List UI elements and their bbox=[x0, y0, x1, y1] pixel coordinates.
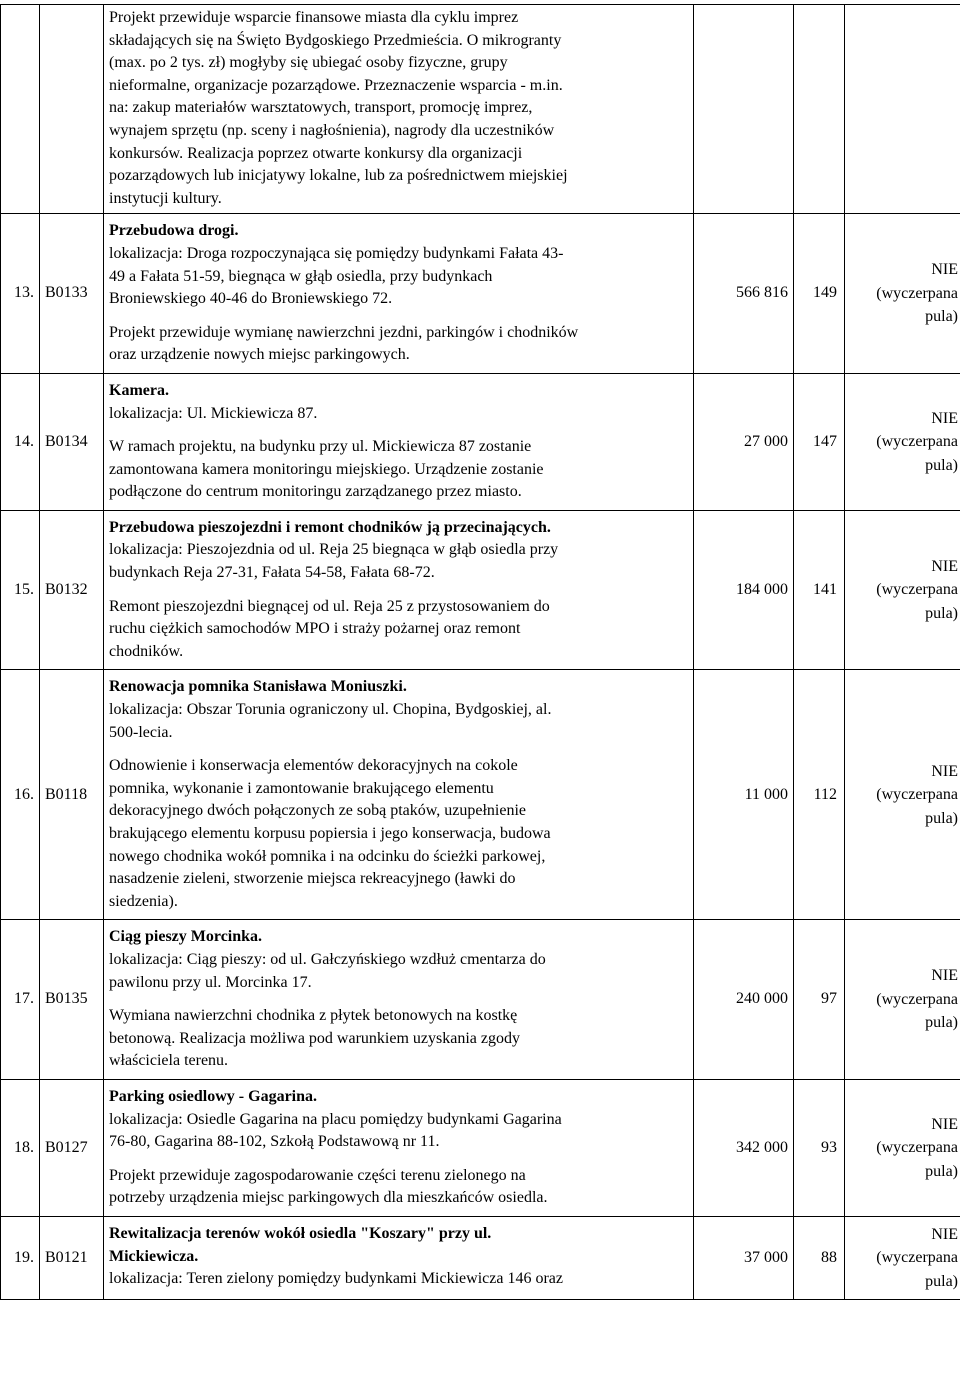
project-location: lokalizacja: Droga rozpoczynająca się pomiędzy budynkami Fałata 43- 49 a Fałata 51-59, biegnąca w głąb osiedla, przy budynkach Broniewskiego 40-46 do Broniewskiego 72. bbox=[109, 244, 564, 308]
project-votes: 149 bbox=[794, 214, 845, 374]
table-row bbox=[1, 214, 960, 374]
project-id: B0121 bbox=[40, 1216, 104, 1299]
project-result: NIE (wyczerpana pula) bbox=[845, 510, 960, 670]
project-votes: 97 bbox=[794, 920, 845, 1080]
project-votes: 112 bbox=[794, 670, 845, 920]
row-number bbox=[1, 5, 40, 214]
project-votes: 147 bbox=[794, 373, 845, 510]
row-number: 18. bbox=[1, 1079, 40, 1216]
project-cost: 11 000 bbox=[694, 670, 794, 920]
row-number: 19. bbox=[1, 1216, 40, 1299]
project-title: Parking osiedlowy - Gagarina. bbox=[109, 1087, 318, 1105]
project-title: Rewitalizacja terenów wokół osiedla "Koszary" przy ul. Mickiewicza. bbox=[109, 1224, 492, 1265]
project-votes: 141 bbox=[794, 510, 845, 670]
project-cost: 184 000 bbox=[694, 510, 794, 670]
spacer bbox=[109, 994, 687, 1005]
row-number: 14. bbox=[1, 373, 40, 510]
project-location: lokalizacja: Ciąg pieszy: od ul. Gałczyńskiego wzdłuż cmentarza do pawilonu przy ul. Morcinka 17. bbox=[109, 950, 546, 991]
project-id bbox=[40, 5, 104, 214]
spacer bbox=[109, 585, 687, 596]
table-row bbox=[1, 510, 960, 670]
spacer bbox=[109, 1154, 687, 1165]
project-id: B0132 bbox=[40, 510, 104, 670]
project-description-cell bbox=[104, 920, 694, 1080]
project-location: lokalizacja: Ul. Mickiewicza 87. bbox=[109, 404, 318, 422]
project-cost: 27 000 bbox=[694, 373, 794, 510]
project-votes bbox=[794, 5, 845, 214]
project-location: lokalizacja: Obszar Torunia ograniczony ul. Chopina, Bydgoskiej, al. 500-lecia. bbox=[109, 701, 552, 741]
table-row bbox=[1, 5, 960, 214]
project-result: NIE (wyczerpana pula) bbox=[845, 1216, 960, 1299]
project-votes: 88 bbox=[794, 1216, 845, 1299]
project-title: Ciąg pieszy Morcinka. bbox=[109, 928, 263, 946]
project-cost: 240 000 bbox=[694, 920, 794, 1080]
project-id: B0133 bbox=[40, 214, 104, 374]
project-location: lokalizacja: Pieszojezdnia od ul. Reja 25 biegnąca w głąb osiedla przy budynkach Reja 27-31, Fałata 54-58, Fałata 68-72. bbox=[109, 541, 559, 582]
project-result: NIE (wyczerpana pula) bbox=[845, 1079, 960, 1216]
project-description: Odnowienie i konserwacja elementów dekoracyjnych na cokole pomnika, wykonanie i zamontowanie brakującego elementu dekoracyjnego dwóch połączonych ze sobą ptaków, uzupełnienie brakującego elementu korpusu popiersia i jego konserwacja, budowa nowego chodnika wokół pomnika i na odcinku do ścieżki parkowej, nasadzenie zieleni, stworzenie miejsca rekreacyjnego (ławki do siedzenia). bbox=[109, 757, 551, 910]
project-description: Projekt przewiduje wymianę nawierzchni jezdni, parkingów i chodników oraz urządzenie nowych miejsc parkingowych. bbox=[109, 323, 579, 364]
project-id: B0134 bbox=[40, 373, 104, 510]
project-description-cell bbox=[104, 373, 694, 510]
project-title: Renowacja pomnika Stanisława Moniuszki. bbox=[109, 678, 407, 696]
project-cost: 342 000 bbox=[694, 1079, 794, 1216]
project-result bbox=[845, 5, 960, 214]
table-row bbox=[1, 373, 960, 510]
project-result: NIE (wyczerpana pula) bbox=[845, 214, 960, 374]
project-description-cell bbox=[104, 5, 694, 214]
spacer bbox=[109, 744, 687, 755]
project-id: B0135 bbox=[40, 920, 104, 1080]
row-number: 15. bbox=[1, 510, 40, 670]
row-number: 17. bbox=[1, 920, 40, 1080]
project-description: Remont pieszojezdni biegnącej od ul. Reja 25 z przystosowaniem do ruchu ciężkich samochodów MPO i straży pożarnej oraz remont chodników. bbox=[109, 597, 550, 660]
project-location: lokalizacja: Osiedle Gagarina na placu pomiędzy budynkami Gagarina 76-80, Gagarina 88-102, Szkołą Podstawową nr 11. bbox=[109, 1110, 562, 1151]
projects-table bbox=[0, 4, 960, 1300]
project-description: W ramach projektu, na budynku przy ul. Mickiewicza 87 zostanie zamontowana kamera monitoringu miejskiego. Urządzenie zostanie podłączone do centrum monitoringu zarządzanego przez miasto. bbox=[109, 438, 544, 501]
projects-table-body bbox=[1, 5, 960, 1300]
project-votes: 93 bbox=[794, 1079, 845, 1216]
project-description-cell bbox=[104, 510, 694, 670]
table-row bbox=[1, 1079, 960, 1216]
project-cost: 566 816 bbox=[694, 214, 794, 374]
project-description: Wymiana nawierzchni chodnika z płytek betonowych na kostkę betonową. Realizacja możliwa pod warunkiem uzyskania zgody właściciela terenu. bbox=[109, 1007, 520, 1070]
project-cost bbox=[694, 5, 794, 214]
project-result: NIE (wyczerpana pula) bbox=[845, 373, 960, 510]
project-description-cell bbox=[104, 1216, 694, 1299]
project-result: NIE (wyczerpana pula) bbox=[845, 920, 960, 1080]
project-title: Kamera. bbox=[109, 381, 169, 399]
spacer bbox=[109, 425, 687, 436]
project-id: B0118 bbox=[40, 670, 104, 920]
project-description-cell bbox=[104, 214, 694, 374]
project-cost: 37 000 bbox=[694, 1216, 794, 1299]
spacer bbox=[109, 311, 687, 322]
table-row bbox=[1, 670, 960, 920]
project-description-cell bbox=[104, 670, 694, 920]
project-result: NIE (wyczerpana pula) bbox=[845, 670, 960, 920]
project-description-cell bbox=[104, 1079, 694, 1216]
project-title: Przebudowa drogi. bbox=[109, 222, 239, 240]
project-description: Projekt przewiduje wsparcie finansowe miasta dla cyklu imprez składających się na Święto Bydgoskiego Przedmieścia. O mikrogranty (max. po 2 tys. zł) mogłyby się ubiegać osoby fizyczne, grupy nieformalne, organizacje pozarządowe. Przeznaczenie wsparcia - m.in. na: zakup materiałów warsztatowych, transport, promocję imprez, wynajem sprzętu (np. sceny i nagłośnienia), nagrody dla uczestników konkursów. Realizacja poprzez otwarte konkursy dla organizacji pozarządowych lub inicjatywy lokalne, lub za pośrednictwem miejskiej instytucji kultury. bbox=[109, 9, 568, 207]
project-location: lokalizacja: Teren zielony pomiędzy budynkami Mickiewicza 146 oraz bbox=[109, 1270, 563, 1288]
row-number: 13. bbox=[1, 214, 40, 374]
table-row bbox=[1, 1216, 960, 1299]
row-number: 16. bbox=[1, 670, 40, 920]
project-description: Projekt przewiduje zagospodarowanie części terenu zielonego na potrzeby urządzenia miejsc parkingowych dla mieszkańców osiedla. bbox=[109, 1166, 548, 1207]
table-row bbox=[1, 920, 960, 1080]
project-id: B0127 bbox=[40, 1079, 104, 1216]
project-title: Przebudowa pieszojezdni i remont chodników ją przecinających. bbox=[109, 518, 551, 536]
